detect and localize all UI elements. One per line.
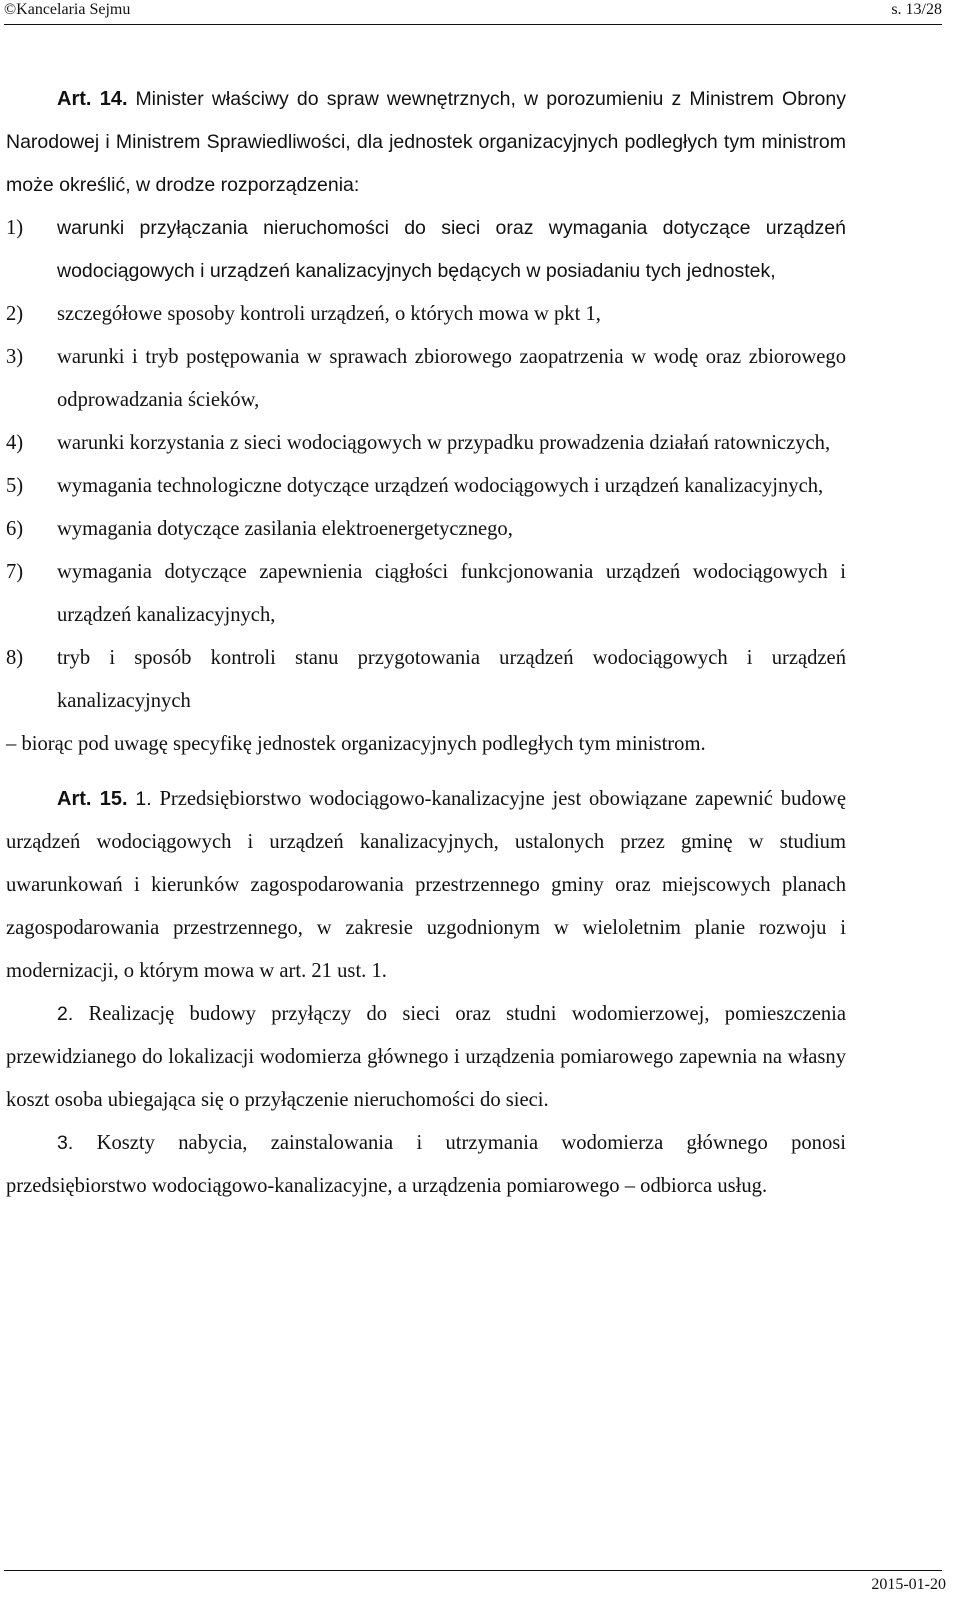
art-15-ust-1-number: 1. bbox=[135, 788, 152, 810]
art-14-point-number: 1) bbox=[6, 217, 24, 239]
art-15-ust-3-text: Koszty nabycia, zainstalowania i utrzymania wodomierza głównego ponosi przedsiębiorstwo wodociągowo-kanalizacyjne, a urządzenia pomiarowego – odbiorca usług. bbox=[6, 1132, 846, 1197]
art-15-ust-2-text: Realizację budowy przyłączy do sieci oraz studni wodomierzowej, pomieszczenia przewidzianego do lokalizacji wodomierza głównego i urządzenia pomiarowego zapewnia na własny koszt osoba ubiegająca się o przyłączenie nieruchomości do sieci. bbox=[6, 1003, 846, 1111]
art-15-ust-2 bbox=[6, 993, 846, 1122]
art-14-point-number: 6) bbox=[6, 518, 24, 540]
art-14-point-number: 8) bbox=[6, 647, 24, 669]
art-14-closing: – biorąc pod uwagę specyfikę jednostek organizacyjnych podległych tym ministrom. bbox=[6, 733, 706, 755]
art-14-point bbox=[6, 293, 846, 336]
art-14-point-number: 3) bbox=[6, 346, 24, 368]
document-body bbox=[6, 78, 846, 1208]
art-14-point bbox=[6, 637, 846, 723]
art-14-point bbox=[6, 207, 846, 293]
art-15-ust-2-number: 2. bbox=[57, 1003, 74, 1025]
art-14-point-text: tryb i sposób kontroli stanu przygotowania urządzeń wodociągowych i urządzeń kanalizacyjnych bbox=[57, 647, 846, 712]
footer-date: 2015-01-20 bbox=[871, 1576, 946, 1593]
art-14-point-text: wymagania technologiczne dotyczące urządzeń wodociągowych i urządzeń kanalizacyjnych, bbox=[57, 475, 824, 497]
art-15-ust-3 bbox=[6, 1122, 846, 1208]
art-14-intro bbox=[6, 78, 846, 207]
art-14-point-text: warunki i tryb postępowania w sprawach zbiorowego zaopatrzenia w wodę oraz zbiorowego odprowadzania ścieków, bbox=[57, 346, 846, 411]
art-14-number: Art. 14. bbox=[57, 88, 128, 110]
art-14-intro-rest: organizacyjnych podległych tym ministrom może określić, w drodze rozporządzenia: bbox=[6, 131, 847, 196]
page-number: s. 13/28 bbox=[891, 1, 942, 18]
art-14-intro-first: Minister właściwy do spraw wewnętrznych, w porozumieniu z Ministrem Obrony Narodowej i Ministrem Sprawiedliwości, dla jednostek bbox=[6, 88, 846, 153]
art-15-ust-1-text: Przedsiębiorstwo wodociągowo-kanalizacyjne jest obowiązane zapewnić budowę urządzeń wodociągowych i urządzeń kanalizacyjnych, ustalonych przez gminę w studium uwarunkowań i kierunków zagospodarowania przestrzennego gminy oraz miejscowych planach zagospodarowania przestrzennego, w zakresie uzgodnionym w wieloletnim planie rozwoju i modernizacji, o którym mowa w art. 21 ust. 1. bbox=[6, 788, 846, 982]
art-15-ust-1 bbox=[6, 778, 846, 993]
art-14-point-number: 4) bbox=[6, 432, 24, 454]
art-14-point-text: wymagania dotyczące zasilania elektroenergetycznego, bbox=[57, 518, 513, 540]
art-14-point bbox=[6, 422, 846, 465]
art-14-point bbox=[6, 551, 846, 637]
art-15-number: Art. 15. bbox=[57, 788, 128, 810]
art-14-point-text: wymagania dotyczące zapewnienia ciągłości funkcjonowania urządzeń wodociągowych i urządzeń kanalizacyjnych, bbox=[57, 561, 846, 626]
art-14-point bbox=[6, 465, 846, 508]
art-14-point-text: szczegółowe sposoby kontroli urządzeń, o których mowa w pkt 1, bbox=[57, 303, 601, 325]
art-15-ust-3-number: 3. bbox=[57, 1132, 74, 1154]
art-14-point-number: 7) bbox=[6, 561, 24, 583]
header-divider bbox=[4, 24, 942, 25]
art-14-point bbox=[6, 336, 846, 422]
art-14-point-number: 5) bbox=[6, 475, 24, 497]
art-14-point-text: warunki przyłączania nieruchomości do sieci oraz wymagania dotyczące urządzeń wodociągowych i urządzeń kanalizacyjnych będących w posiadaniu tych jednostek, bbox=[57, 217, 846, 282]
art-14-point-text: warunki korzystania z sieci wodociągowych w przypadku prowadzenia działań ratowniczych, bbox=[57, 432, 831, 454]
art-14-point bbox=[6, 508, 846, 551]
art-14-point-number: 2) bbox=[6, 303, 24, 325]
header-source: ©Kancelaria Sejmu bbox=[4, 1, 131, 18]
art-14-points bbox=[6, 207, 846, 723]
footer-divider bbox=[4, 1570, 942, 1571]
